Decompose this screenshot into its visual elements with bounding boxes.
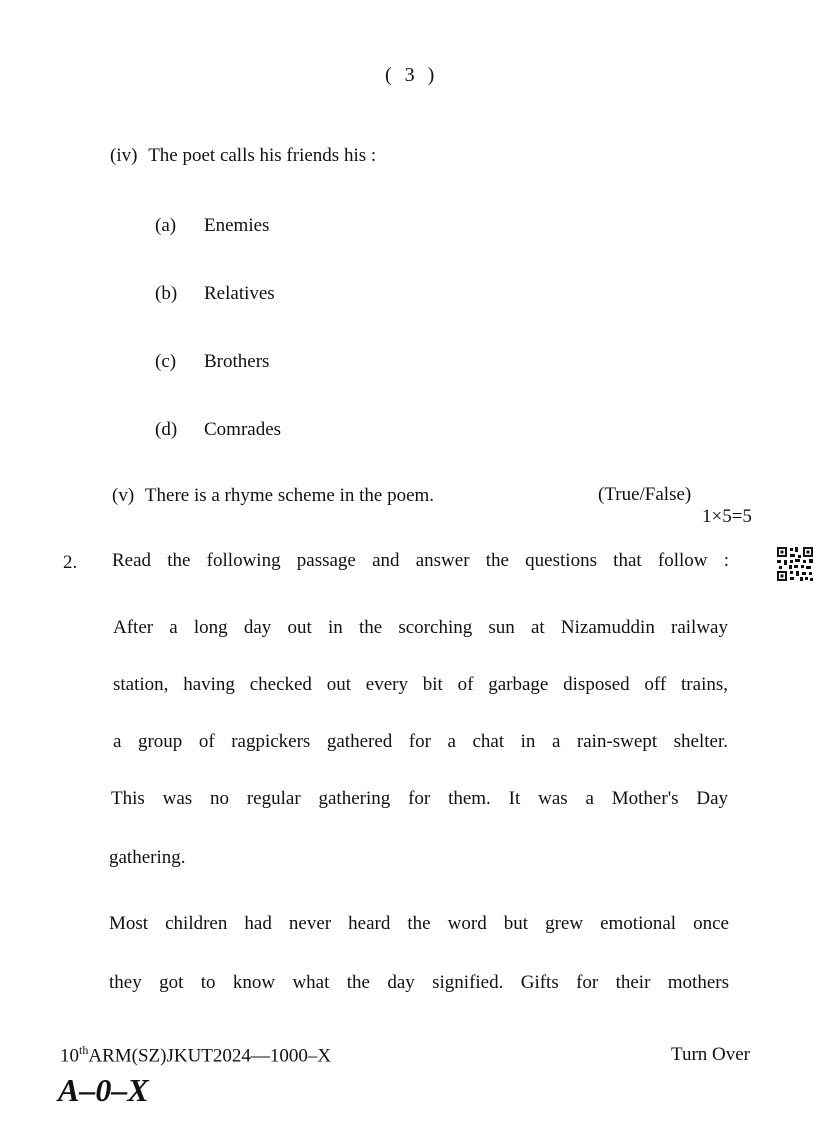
turn-over-label: Turn Over <box>671 1044 750 1065</box>
option-c <box>155 351 270 373</box>
option-label: (a) <box>155 215 177 236</box>
option-text: Brothers <box>204 351 270 372</box>
marks: 1×5=5 <box>702 506 752 527</box>
option-label: (d) <box>155 419 178 440</box>
option-a <box>155 215 270 237</box>
answer-type: (True/False) <box>598 484 692 505</box>
passage-line: After a long day out in the scorching sun at Nizamuddin railway <box>113 617 728 638</box>
question-v <box>112 485 434 507</box>
option-d <box>155 419 282 441</box>
passage-line: gathering. <box>109 847 186 868</box>
question-text: The poet calls his friends his : <box>148 145 377 166</box>
passage-line: Most children had never heard the word but grew emotional once <box>109 913 729 934</box>
question-number: (iv) <box>110 145 138 166</box>
paper-code-prefix: 10 <box>60 1045 79 1067</box>
paper-code-sup: th <box>79 1043 89 1057</box>
option-label: (b) <box>155 283 178 304</box>
page-number: ( 3 ) <box>385 64 435 86</box>
qr-code-icon <box>776 546 814 582</box>
paper-code-rest: ARM(SZ)JKUT2024—1000–X <box>88 1045 332 1067</box>
passage-line: a group of ragpickers gathered for a chat in a rain-swept shelter. <box>113 731 728 752</box>
question-text: There is a rhyme scheme in the poem. <box>144 485 435 506</box>
passage-line: This was no regular gathering for them. It was a Mother's Day <box>111 788 728 809</box>
question-number: (v) <box>112 485 135 506</box>
series-code: A–0–X <box>58 1072 149 1108</box>
option-label: (c) <box>155 351 177 372</box>
option-b <box>155 283 275 305</box>
passage-line: station, having checked out every bit of garbage disposed off trains, <box>113 674 728 695</box>
passage-line: they got to know what the day signified. Gifts for their mothers <box>109 972 729 993</box>
question-2-number: 2. <box>63 552 78 573</box>
paper-code <box>60 1043 331 1067</box>
option-text: Enemies <box>204 215 270 236</box>
option-text: Comrades <box>204 419 282 440</box>
option-text: Relatives <box>204 283 275 304</box>
question-iv <box>110 145 376 167</box>
question-2-instruction: Read the following passage and answer the questions that follow : <box>112 550 729 571</box>
